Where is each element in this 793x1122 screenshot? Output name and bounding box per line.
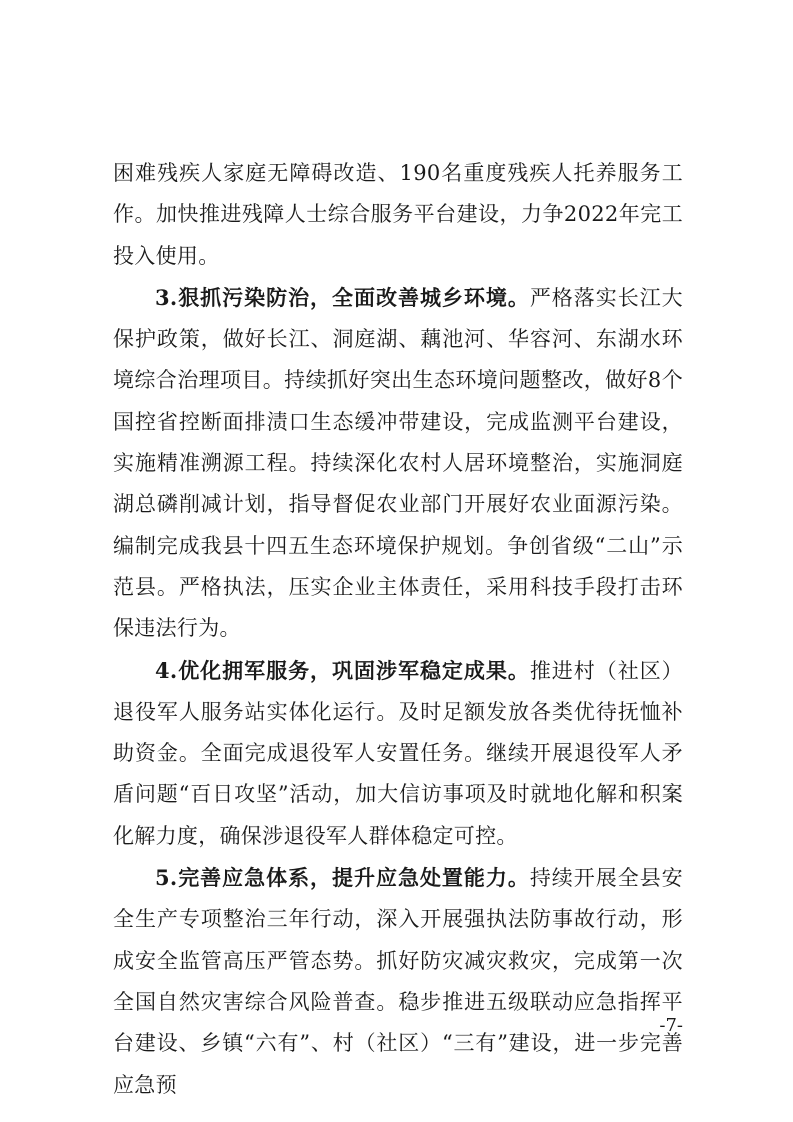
paragraph-heading: 3.狠抓污染防治，全面改善城乡环境。 — [155, 284, 530, 310]
body-text — [113, 153, 683, 1106]
page-number: -7- — [659, 1015, 683, 1036]
paragraph-military-service — [113, 650, 683, 857]
paragraph-text: 严格落实长江大保护政策，做好长江、洞庭湖、藕池河、华容河、东湖水环境综合治理项目。持续抓好突出生态环境问题整改，做好8个国控省控断面排渍口生态缓冲带建设，完成监测平台建设，实施精准溯源工程。持续深化农村人居环境整治，实施洞庭湖总磷削减计划，指导督促农业部门开展好农业面源污染。编制完成我县十四五生态环境保护规划。争创省级“二山”示范县。严格执法，压实企业主体责任，采用科技手段打击环保违法行为。 — [113, 285, 683, 641]
paragraph-continued — [113, 153, 683, 277]
paragraph-text: 推进村（社区）退役军人服务站实体化运行。及时足额发放各类优待抚恤补助资金。全面完成退役军人安置任务。继续开展退役军人矛盾问题“百日攻坚”活动，加大信访事项及时就地化解和积案化解力度，确保涉退役军人群体稳定可控。 — [113, 658, 683, 848]
paragraph-emergency-system — [113, 857, 683, 1106]
paragraph-heading: 5.完善应急体系，提升应急处置能力。 — [155, 865, 530, 891]
paragraph-text: 持续开展全县安全生产专项整治三年行动，深入开展强执法防事故行动，形成安全监管高压严管态势。抓好防灾减灾救灾，完成第一次全国自然灾害综合风险普查。稳步推进五级联动应急指挥平台建设、乡镇“六有”、村（社区）“三有”建设，进一步完善应急预 — [113, 866, 683, 1097]
paragraph-text: 困难残疾人家庭无障碍改造、190名重度残疾人托养服务工作。加快推进残障人士综合服务平台建设，力争2022年完工投入使用。 — [113, 161, 683, 268]
paragraph-pollution-control — [113, 277, 683, 650]
paragraph-heading: 4.优化拥军服务，巩固涉军稳定成果。 — [155, 657, 530, 683]
